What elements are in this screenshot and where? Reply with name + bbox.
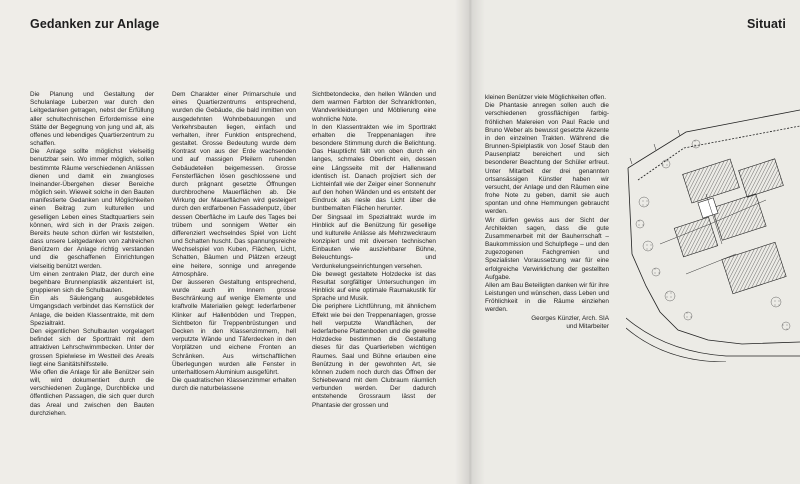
school-buildings <box>674 159 786 294</box>
paragraph: Die Planung und Gestaltung der Schulanlage Luberzen war durch den Leitgedanken getragen, nebst der Erfüllung aller schultechnischen Erfordernisse eine Stätte der Begegnung von jung und alt, als offenes und lebendiges Quartierzentrum zu schaffen. <box>30 91 154 148</box>
paragraph: Ein als Säulengang ausgebildetes Umgangsdach verbindet das Kernstück der Anlage, die beiden Klassentrakte, mit dem Spezialtrakt. <box>30 295 154 327</box>
paragraph: Sichtbetondecke, den hellen Wänden und dem warmen Farbton der Schrankfronten, Wandverkleidungen und Möblierung eine wohnliche Note. <box>312 91 436 123</box>
paragraph: Die Anlage sollte möglichst vielseitig benutzbar sein. Wo immer möglich, sollen bestimmte Räume verschiedenen Anlässen dienen und damit ein zwangloses Ineinander-Übergehen dieser Bereiche möglich sein. Wieweit solche in den Bauten manifestierte Gedanken und Möglichkeiten einen Beitrag zum kulturellen und geselligen Leben eines Stadtquartiers sein können, wird sich in der Praxis zeigen. Bereits heute schon dürfen wir feststellen, dass unsere Leitgedanken von zahlreichen Benützern der Anlage richtig verstanden und die geschaffenen Einrichtungen vielseitig benützt werden. <box>30 148 154 270</box>
signature-line: und Mitarbeiter <box>566 322 609 330</box>
text-column-1 <box>30 91 154 481</box>
paragraph: Wir dürfen gewiss aus der Sicht der Architekten sagen, dass die gute Zusammenarbeit mit der Bauherrschaft – Baukommission und Schulpflege – und den zugezogenen Fachgremien und Spezialisten Voraussetzung war für eine erfolgreiche Verwirklichung der gestellten Aufgabe. <box>485 216 609 281</box>
paragraph: Der Singsaal im Spezialtrakt wurde im Hinblick auf die Benützung für gesellige und kulturelle Anlässe als Mehrzweckraum konzipiert und mit diversen technischen Einbauten wie ausziehbarer Bühne, Beleuchtungs- und Verdunkelungseinrichtungen versehen. <box>312 213 436 270</box>
text-column-4 <box>485 94 609 484</box>
paragraph: Allen am Bau Beteiligten danken wir für ihre Leistungen und wünschen, dass Leben und Fröhlichkeit in die Räume einziehen werden. <box>485 281 609 314</box>
site-boundary <box>628 110 800 344</box>
fence-marks <box>630 130 680 164</box>
paragraph: Der äusseren Gestaltung entsprechend, wurde auch im Innern grosse Beschränkung auf wenige Elemente und kraftvolle Materialien gelegt: lederfarbener Klinker auf Hallenböden und Treppen, Sichtbeton für Treppenbrüstungen und Decken in den Klassenzimmern, hell verputzte Wände und Täferdecken in den Vorplätzen und eichene Fronten an Schränken. Aus wirtschaftlichen Überlegungen wurden alle Fenster in unterhaltlosem Aluminium ausgeführt. <box>172 278 296 376</box>
text-column-3 <box>312 91 436 481</box>
paragraph: kleinen Benützer viele Möglichkeiten offen. <box>485 94 607 101</box>
paragraph: Die quadratischen Klassenzimmer erhalten durch die naturbelassene <box>172 377 296 393</box>
paragraph: Wie offen die Anlage für alle Benützer sein will, wird dokumentiert durch die verschiedenen Zugänge, Durchblicke und öffentlichen Passagen, die sich quer durch das Areal und zwischen den Bauten durchziehen. <box>30 368 154 417</box>
paragraph: Um einen zentralen Platz, der durch eine begehbare Brunnenplastik akzentuiert ist, gruppieren sich die Schulbauten. <box>30 270 154 295</box>
road <box>626 318 800 362</box>
page-title: Gedanken zur Anlage <box>30 17 160 31</box>
paragraph: Die periphere Lichtführung, mit ähnlichem Effekt wie bei den Treppenanlagen, grosse hell verputzte Wandflächen, der lederfarbene Plattenboden und die gewellte Holzdecke bestimmen die Gestaltung dieses für das Quartierleben wichtigen Raumes. Saal und Bühne erlauben eine Benützung in der gewohnten Art, sie können zudem noch durch das Öffnen der Schiebewand mit dem Clubraum räumlich verbunden werden. Der dadurch entstehende Grossraum lässt der Phantasie der grossen und <box>312 303 436 409</box>
right-page-title-fragment: Situati <box>747 17 786 31</box>
site-plan-drawing <box>626 104 800 362</box>
paragraph: In den Klassentrakten wie im Sporttrakt erhalten die Treppenanlagen ihre besondere Stimmung durch die Belichtung. Das Hauptlicht fällt von oben durch ein langes, schmales Oberlicht ein, dessen eine Längsseite mit der Hallenwand identisch ist. Danach projiziert sich der Lichteinfall wie der Zeiger einer Sonnenuhr auf den hohen Wänden und es entsteht der Eindruck als riesle das Licht über die buntbemalten Flächen herunter. <box>312 123 436 213</box>
paragraph: Die Phantasie anregen sollen auch die verschiedenen grossflächigen farbig-fröhlichen Malereien von Paul Racle und Bruno Weber als bewusst gesetzte Akzente in den einzelnen Trakten. Während die Brunnen-Spielplastik von Josef Staub den Pausenplatz bereichert und sich besonderer Beachtung der Schüler erfreut. Unter Mitarbeit der drei genannten ortsansässigen Künstler haben wir versucht, der Anlage und den Räumen eine frohe Note zu geben, damit sie auch spontan und ohne Hemmungen gebraucht werden. <box>485 102 609 216</box>
text-column-2 <box>172 91 296 481</box>
paragraph: Den eigentlichen Schulbauten vorgelagert befindet sich der Sporttrakt mit dem attraktiven Lehrschwimmbecken. Unter der grossen Spielwiese im Westteil des Areals liegt eine Sanitätshilfsstelle. <box>30 327 154 368</box>
paragraph: Dem Charakter einer Primarschule und eines Quartierzentrums entsprechend, wurden die Gebäude, die bald inmitten von ausgedehnten Wohnbebauungen und Verkehrsbauten liegen, einfach und verhalten, ihrer Funktion entsprechend, gestaltet. Grosse Bedeutung wurde dem Kontrast von aus der Erde wachsenden und auf massigen Pfeilern ruhenden Gebäudeteilen beigemessen. Grosse Fensterflächen lösen geschlossene und durch prägnant gesetzte Öffnungen durchbrochene Mauerflächen ab. Die Wirkung der Mauerflächen wird gesteigert durch den erdfarbenen Fassadenputz, über dessen Oberfläche im Laufe des Tages bei trübem und sonnigem Wetter ein differenziert wechselndes Spiel von Licht und Schatten huscht. Das spannungsreiche Wechselspiel von Kuben, Flächen, Licht, Schatten, Bäumen und Plätzen erzeugt eine heitere, sonnige und anregende Atmosphäre. <box>172 91 296 278</box>
paragraph: Die bewegt gestaltete Holzdecke ist das Resultat sorgfältiger Untersuchungen im Hinblick auf eine optimale Raumakustik für Sprache und Musik. <box>312 270 436 303</box>
signature-line: Georges Künzler, Arch. SIA <box>531 314 609 322</box>
